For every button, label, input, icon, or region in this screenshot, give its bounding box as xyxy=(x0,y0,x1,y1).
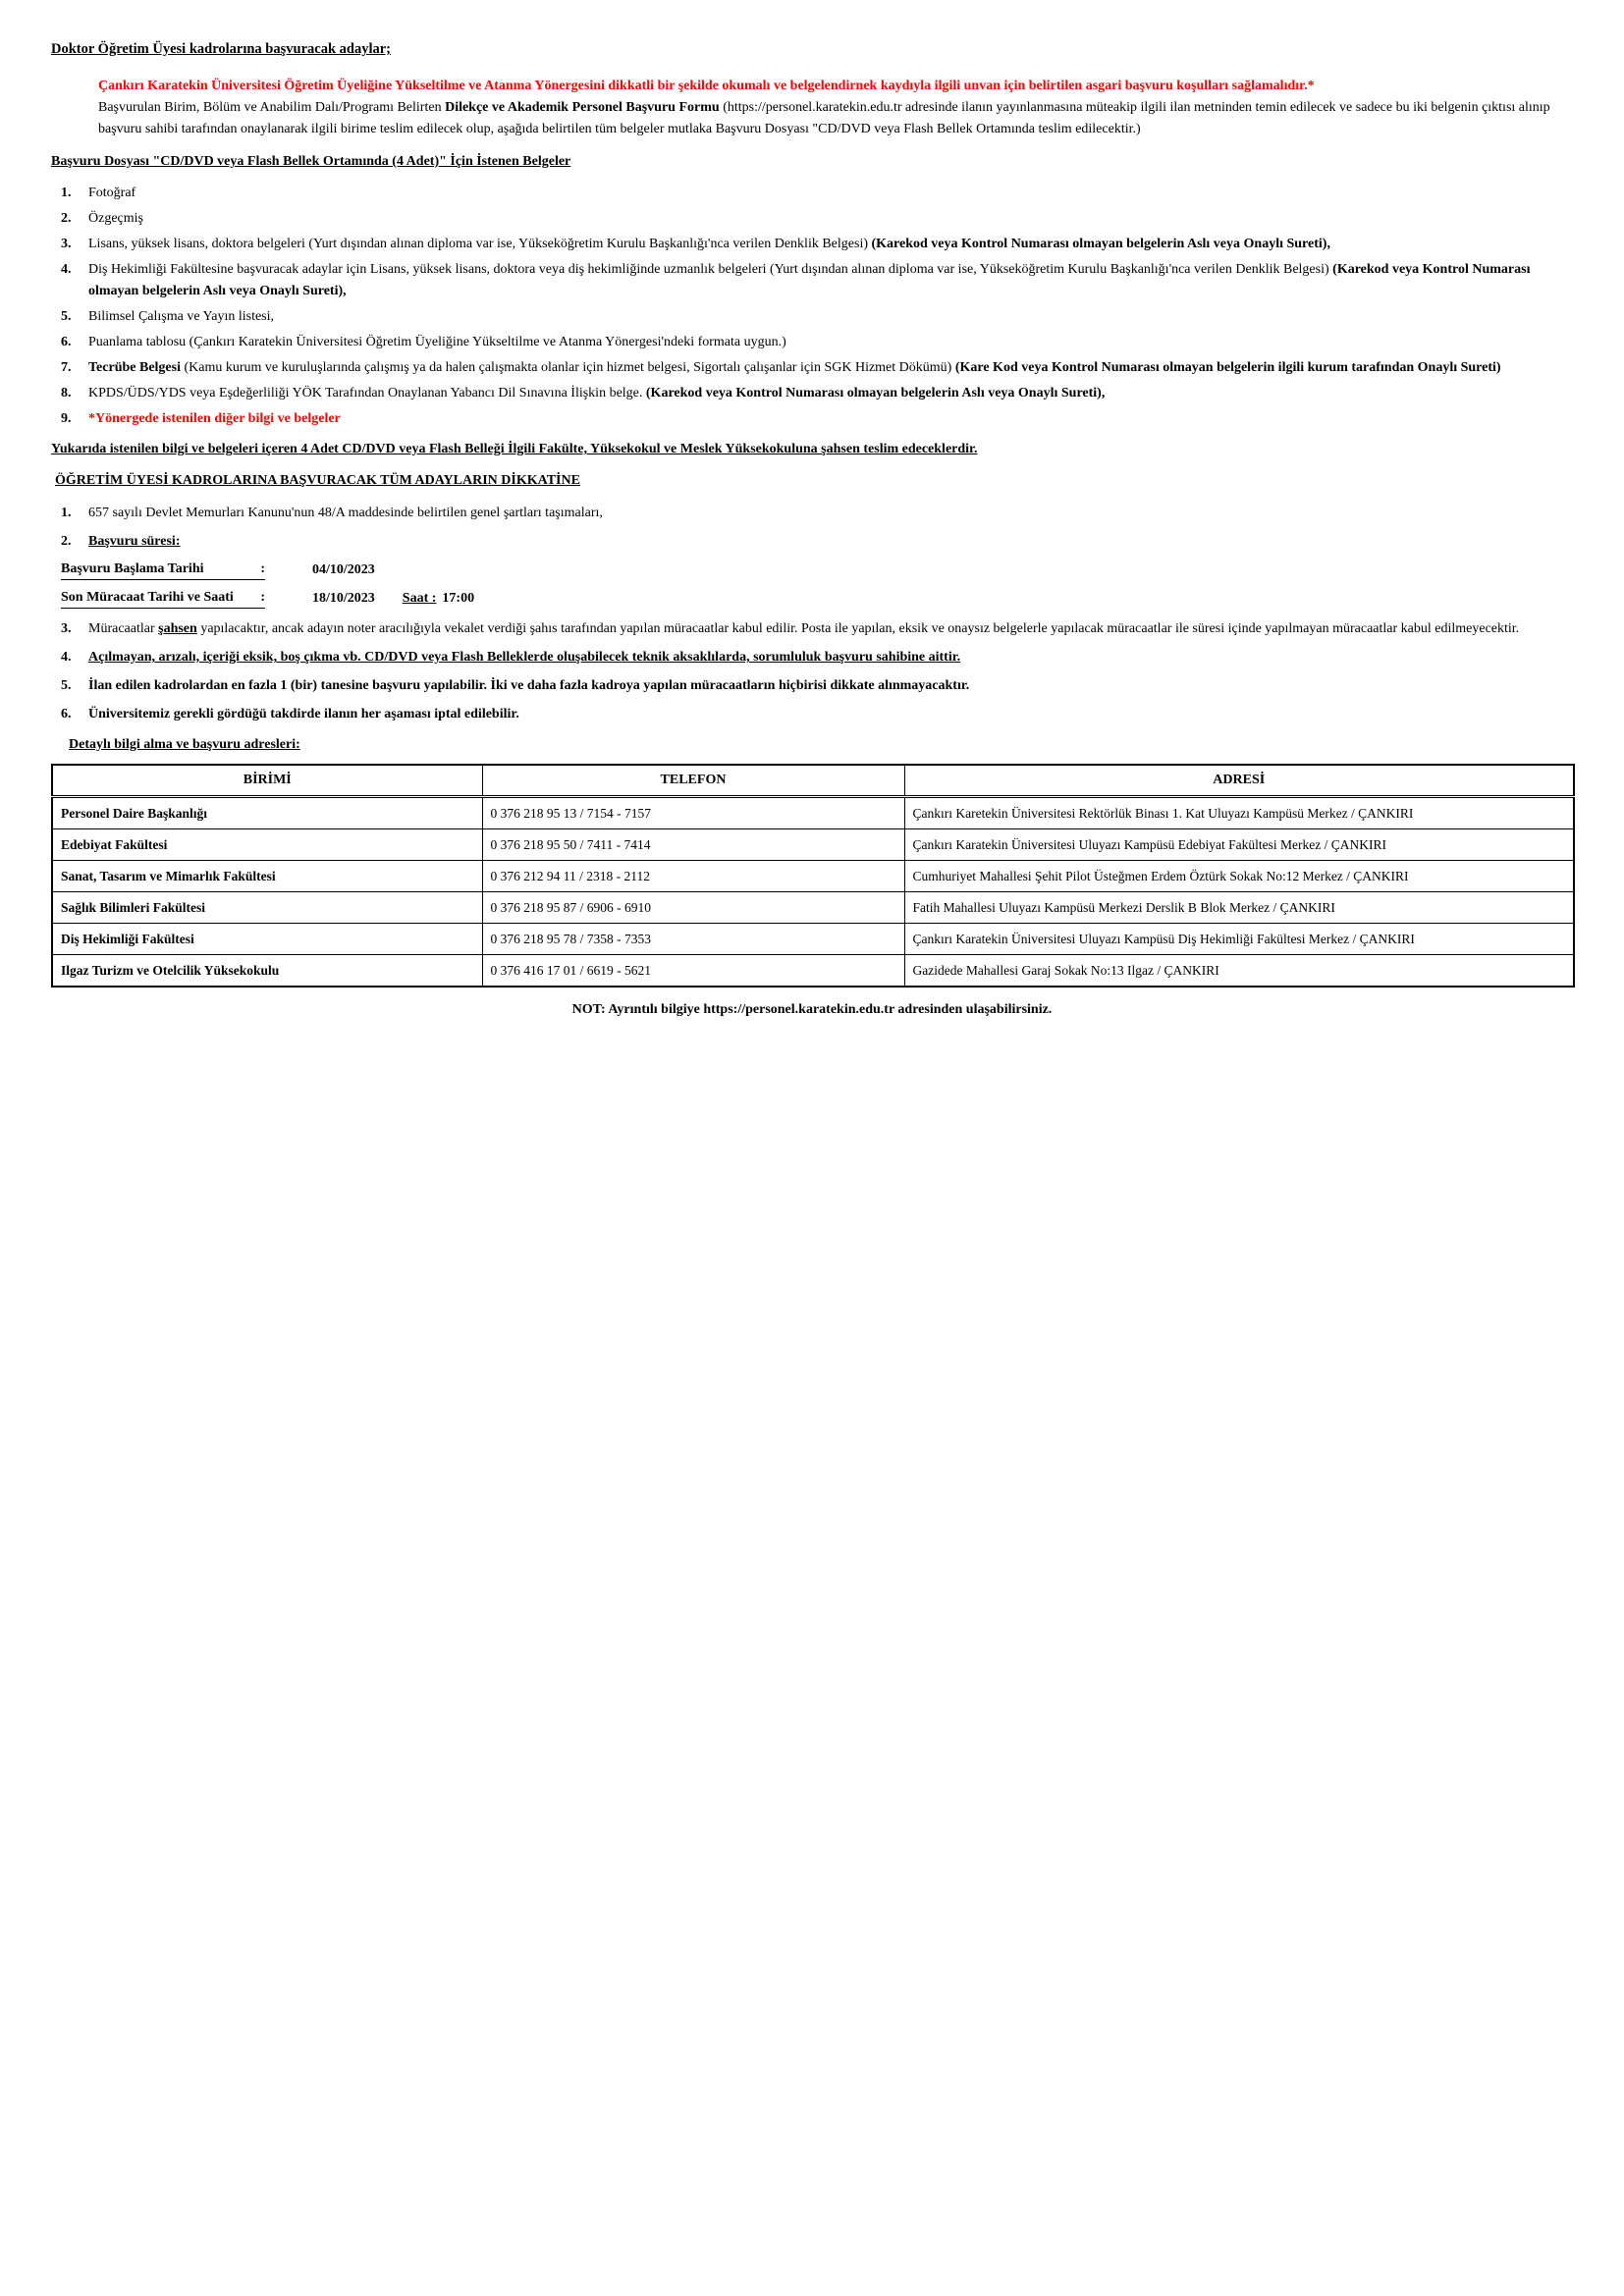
list-item-number: 9. xyxy=(61,411,72,426)
required-documents-list xyxy=(51,183,1573,430)
list-item-text xyxy=(88,332,1573,353)
list-item-text xyxy=(88,183,1573,204)
text-segment: Açılmayan, arızalı, içeriği eksik, boş çıkma vb. CD/DVD veya Flash Belleklerde oluşabilecek teknik aksaklılarda, sorumluluk başvuru sahibine aittir. xyxy=(88,650,961,665)
list-item-text xyxy=(88,208,1573,230)
end-date-colon: : xyxy=(260,590,265,605)
cell-unit: Personel Daire Başkanlığı xyxy=(52,797,482,829)
text-segment: Lisans, yüksek lisans, doktora belgeleri (Yurt dışından alınan diploma var ise, Yükseköğretim Kurulu Başkanlığı'nca verilen Denklik Belgesi) xyxy=(88,237,872,251)
list-item xyxy=(51,647,1573,668)
list-item-number: 5. xyxy=(61,309,72,324)
list-item-text xyxy=(88,675,1573,697)
table-row xyxy=(52,829,1574,861)
start-date-row xyxy=(61,560,1573,580)
text-segment: (https://personel.karatekin.edu.tr adresinde ilanın yayınlanmasına müteakip ilgili ilan metninden temin edilecek ve sadece bu iki belgenin çıktısı alınıp başvuru sahibi tarafından onaylanarak ilgili birime teslim edilecek olup, aşağıda belirtilen tüm belgeler mutlaka Başvuru Dosyası "CD/DVD veya Flash Bellek Ortamında teslim edilecektir.) xyxy=(98,100,1550,136)
list-item xyxy=(51,704,1573,725)
text-segment: 657 sayılı Devlet Memurları Kanunu'nun 48/A maddesinde belirtilen genel şartları taşımaları, xyxy=(88,506,603,520)
end-date-row xyxy=(61,588,1573,609)
end-date-label xyxy=(61,588,265,609)
cell-unit: Edebiyat Fakültesi xyxy=(52,829,482,861)
list-item xyxy=(51,618,1573,640)
application-dates xyxy=(61,560,1573,609)
list-item-number: 7. xyxy=(61,360,72,375)
cell-unit: Sağlık Bilimleri Fakültesi xyxy=(52,892,482,924)
list-item-text xyxy=(88,357,1573,379)
end-time-label: Saat : xyxy=(402,591,437,606)
list-item-number: 6. xyxy=(61,335,72,349)
list-item-number: 3. xyxy=(61,237,72,251)
contact-table-head xyxy=(52,765,1574,797)
cell-address: Fatih Mahallesi Uluyazı Kampüsü Merkezi Derslik B Blok Merkez / ÇANKIRI xyxy=(904,892,1574,924)
text-segment: Tecrübe Belgesi xyxy=(88,360,185,375)
list-item xyxy=(51,408,1573,430)
column-header-address: ADRESİ xyxy=(904,765,1574,797)
list-item-number: 2. xyxy=(61,211,72,226)
table-row xyxy=(52,892,1574,924)
attention-list-part1 xyxy=(51,503,1573,553)
cell-address: Çankırı Karetekin Üniversitesi Rektörlük Binası 1. Kat Uluyazı Kampüsü Merkez / ÇANKIRI xyxy=(904,797,1574,829)
list-item xyxy=(51,259,1573,302)
contact-table xyxy=(51,764,1575,988)
cell-address: Cumhuriyet Mahallesi Şehit Pilot Üsteğmen Erdem Öztürk Sokak No:12 Merkez / ÇANKIRI xyxy=(904,861,1574,892)
list-item-number: 1. xyxy=(61,186,72,200)
cell-unit: Diş Hekimliği Fakültesi xyxy=(52,924,482,955)
list-item-number: 2. xyxy=(61,534,72,549)
text-segment: KPDS/ÜDS/YDS veya Eşdeğerliliği YÖK Tarafından Onaylanan Yabancı Dil Sınavına İlişkin belge. xyxy=(88,386,646,400)
end-date-value: 18/10/2023 xyxy=(312,591,375,606)
main-heading: Doktor Öğretim Üyesi kadrolarına başvuracak adaylar; xyxy=(51,41,391,57)
list-item-text xyxy=(88,408,1573,430)
cell-address: Çankırı Karatekin Üniversitesi Uluyazı Kampüsü Edebiyat Fakültesi Merkez / ÇANKIRI xyxy=(904,829,1574,861)
list-item xyxy=(51,234,1573,255)
list-item-text xyxy=(88,234,1573,255)
table-row xyxy=(52,861,1574,892)
text-segment: Dilekçe ve Akademik Personel Başvuru Formu xyxy=(445,100,720,115)
text-segment: Müracaatlar xyxy=(88,621,159,636)
list-item xyxy=(51,675,1573,697)
attention-list-part2 xyxy=(51,618,1573,725)
list-item-text xyxy=(88,259,1573,302)
documents-heading: Başvuru Dosyası "CD/DVD veya Flash Bellek Ortamında (4 Adet)" İçin İstenen Belgeler xyxy=(51,154,571,169)
intro-section xyxy=(98,76,1576,140)
text-segment: Başvuru süresi: xyxy=(88,534,181,549)
attention-heading: ÖĞRETİM ÜYESİ KADROLARINA BAŞVURACAK TÜM ADAYLARIN DİKKATİNE xyxy=(55,473,580,488)
text-segment: (Kare Kod veya Kontrol Numarası olmayan belgelerin ilgili kurum tarafından Onaylı Sureti) xyxy=(954,360,1501,375)
cell-unit: Ilgaz Turizm ve Otelcilik Yüksekokulu xyxy=(52,955,482,988)
list-item-text xyxy=(88,503,1573,524)
list-item xyxy=(51,357,1573,379)
start-date-label xyxy=(61,560,265,580)
intro-paragraph xyxy=(98,97,1576,140)
list-item xyxy=(51,531,1573,553)
cell-phone: 0 376 416 17 01 / 6619 - 5621 xyxy=(482,955,904,988)
red-warning-text: Çankırı Karatekin Üniversitesi Öğretim Üyeliğine Yükseltilme ve Atanma Yönergesini dikkatli bir şekilde okumalı ve belgelendirnek kaydıyla ilgili unvan için belirtilen asgari başvuru koşulları sağlamalıdır.* xyxy=(98,79,1315,93)
list-item xyxy=(51,383,1573,404)
cell-address: Gazidede Mahallesi Garaj Sokak No:13 Ilgaz / ÇANKIRI xyxy=(904,955,1574,988)
cell-address: Çankırı Karatekin Üniversitesi Uluyazı Kampüsü Diş Hekimliği Fakültesi Merkez / ÇANKIRI xyxy=(904,924,1574,955)
table-row xyxy=(52,924,1574,955)
footer-note: NOT: Ayrıntılı bilgiye https://personel.karatekin.edu.tr adresinden ulaşabilirsiniz. xyxy=(571,1002,1053,1017)
list-item-number: 6. xyxy=(61,707,72,721)
text-segment: Başvurulan Birim, Bölüm ve Anabilim Dalı/Programı Belirten xyxy=(98,100,446,115)
text-segment: şahsen xyxy=(158,621,197,636)
list-item-number: 8. xyxy=(61,386,72,400)
document-page xyxy=(0,0,1624,1018)
table-row xyxy=(52,955,1574,988)
contact-table-header-row xyxy=(52,765,1574,797)
list-item-number: 3. xyxy=(61,621,72,636)
text-segment: Özgeçmiş xyxy=(88,211,143,226)
list-item-text xyxy=(88,647,1573,668)
cell-phone: 0 376 218 95 87 / 6906 - 6910 xyxy=(482,892,904,924)
text-segment: yapılacaktır, ancak adayın noter aracılığıyla vekalet verdiği şahıs tarafından yapılan müracaatlar kabul edilir. Posta ile yapılan, eksik ve onaysız belgelerle yapılacak müracaatlar ile süresi içinde yapılmayan müracaatlar kabul edilmeyecektir. xyxy=(196,621,1520,636)
cell-unit: Sanat, Tasarım ve Mimarlık Fakültesi xyxy=(52,861,482,892)
list-item xyxy=(51,503,1573,524)
text-segment: Üniversitemiz gerekli gördüğü takdirde ilanın her aşaması iptal edilebilir. xyxy=(88,707,519,721)
end-time-value: 17:00 xyxy=(442,591,475,606)
text-segment: *Yönergede istenilen diğer bilgi ve belgeler xyxy=(88,411,341,426)
list-item-number: 1. xyxy=(61,506,72,520)
start-date-label-text: Başvuru Başlama Tarihi xyxy=(61,561,204,576)
table-row xyxy=(52,797,1574,829)
cell-phone: 0 376 212 94 11 / 2318 - 2112 xyxy=(482,861,904,892)
text-segment: (Karekod veya Kontrol Numarası olmayan belgelerin Aslı veya Onaylı Sureti), xyxy=(871,237,1330,251)
list-item-text xyxy=(88,618,1573,640)
column-header-phone: TELEFON xyxy=(482,765,904,797)
list-item-text xyxy=(88,704,1573,725)
text-segment: (Karekod veya Kontrol Numarası olmayan belgelerin Aslı veya Onaylı Sureti), xyxy=(645,386,1106,400)
cell-phone: 0 376 218 95 78 / 7358 - 7353 xyxy=(482,924,904,955)
contact-table-body xyxy=(52,797,1574,988)
cell-phone: 0 376 218 95 50 / 7411 - 7414 xyxy=(482,829,904,861)
text-segment: (Kamu kurum ve kuruluşlarında çalışmış ya da halen çalışmakta olanlar için hizmet belgesi, Sigortalı çalışanlar için SGK Hizmet Dökümü) xyxy=(184,360,955,375)
text-segment: (Karekod veya Kontrol Numarası olmayan belgelerin Aslı veya Onaylı Sureti), xyxy=(88,262,1531,298)
start-date-colon: : xyxy=(260,561,265,576)
end-date-label-text: Son Müracaat Tarihi ve Saati xyxy=(61,590,234,605)
text-segment: İlan edilen kadrolardan en fazla 1 (bir) tanesine başvuru yapılabilir. İki ve daha fazla kadroya yapılan müracaatların hiçbirisi dikkate alınmayacaktır. xyxy=(88,678,970,693)
list-item xyxy=(51,208,1573,230)
column-header-unit: BİRİMİ xyxy=(52,765,482,797)
text-segment: Diş Hekimliği Fakültesine başvuracak adaylar için Lisans, yüksek lisans, doktora veya diş hekimliğinde uzmanlık belgeleri (Yurt dışından alınan diploma var ise, Yükseköğretim Kurulu Başkanlığı'nca verilen Denklik Belgesi) xyxy=(88,262,1333,277)
text-segment: Fotoğraf xyxy=(88,186,136,200)
list-item-number: 4. xyxy=(61,650,72,665)
contact-heading: Detaylı bilgi alma ve başvuru adresleri: xyxy=(69,737,300,752)
list-item xyxy=(51,332,1573,353)
delivery-note: Yukarıda istenilen bilgi ve belgeleri içeren 4 Adet CD/DVD veya Flash Belleği İlgili Fakülte, Yüksekokul ve Meslek Yüksekokuluna şahsen teslim edeceklerdir. xyxy=(51,442,978,456)
text-segment: Puanlama tablosu (Çankırı Karatekin Üniversitesi Öğretim Üyeliğine Yükseltilme ve Atanma Yönergesi'ndeki formata uygun.) xyxy=(88,335,786,349)
list-item xyxy=(51,183,1573,204)
text-segment: Bilimsel Çalışma ve Yayın listesi, xyxy=(88,309,275,324)
list-item xyxy=(51,306,1573,328)
start-date-value: 04/10/2023 xyxy=(312,562,375,577)
list-item-number: 5. xyxy=(61,678,72,693)
cell-phone: 0 376 218 95 13 / 7154 - 7157 xyxy=(482,797,904,829)
list-item-text xyxy=(88,306,1573,328)
list-item-text xyxy=(88,383,1573,404)
list-item-text xyxy=(88,531,1573,553)
list-item-number: 4. xyxy=(61,262,72,277)
